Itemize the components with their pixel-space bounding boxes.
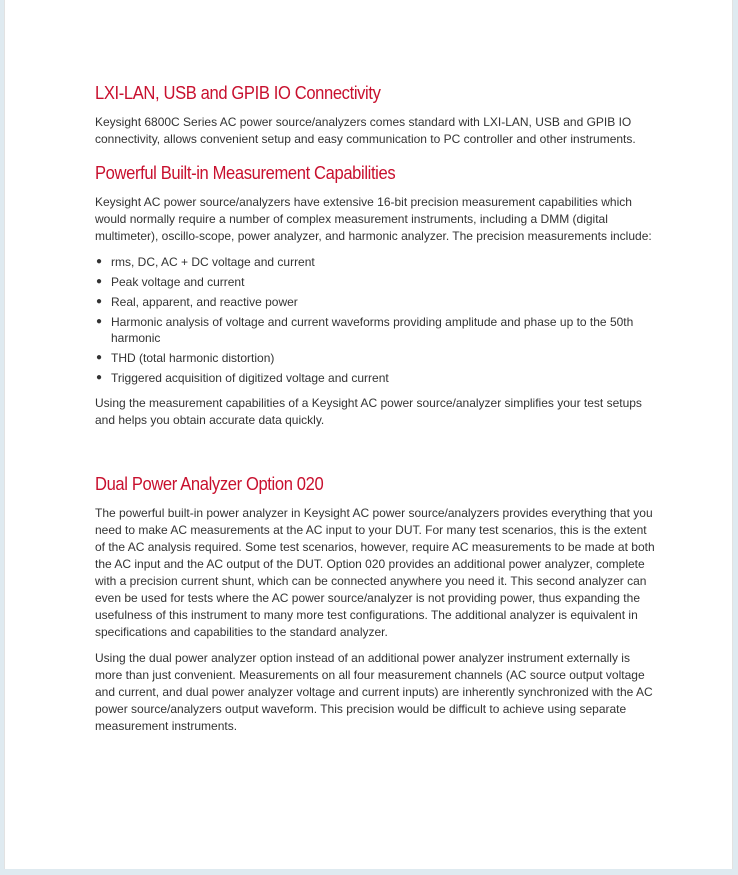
section-connectivity <box>95 82 655 148</box>
bullet-icon: ● <box>96 276 103 287</box>
section-heading: Dual Power Analyzer Option 020 <box>95 474 324 494</box>
viewer-background <box>0 869 738 875</box>
list-item <box>95 314 655 346</box>
section-outro-paragraph: Using the measurement capabilities of a Keysight AC power source/analyzer simplifies your test setups and helps you obtain accurate data quickly. <box>95 396 642 427</box>
list-item-text: Harmonic analysis of voltage and current waveforms providing amplitude and phase up to the 50th harmonic <box>111 315 634 345</box>
list-item <box>95 350 655 366</box>
list-item-text: Real, apparent, and reactive power <box>111 295 298 309</box>
list-item-text: Triggered acquisition of digitized voltage and current <box>111 371 389 385</box>
page-content <box>95 82 655 744</box>
list-item <box>95 254 655 270</box>
list-item <box>95 274 655 290</box>
section-measurement-capabilities <box>95 162 655 429</box>
list-item <box>95 370 655 386</box>
bullet-icon: ● <box>96 316 103 327</box>
list-item <box>95 294 655 310</box>
bullet-icon: ● <box>96 296 103 307</box>
document-page <box>4 0 733 869</box>
section-dual-power-analyzer <box>95 473 655 735</box>
list-item-text: THD (total harmonic distortion) <box>111 351 275 365</box>
bullet-icon: ● <box>96 352 103 363</box>
section-heading: LXI-LAN, USB and GPIB IO Connectivity <box>95 83 381 103</box>
bullet-icon: ● <box>96 256 103 267</box>
list-item-text: Peak voltage and current <box>111 275 245 289</box>
list-item-text: rms, DC, AC + DC voltage and current <box>111 255 315 269</box>
section-heading: Powerful Built-in Measurement Capabilities <box>95 163 396 183</box>
bullet-icon: ● <box>96 372 103 383</box>
section-intro-paragraph: Keysight AC power source/analyzers have extensive 16-bit precision measurement capabilities which would normally require a number of complex measurement instruments, including a DMM (digital multimeter), oscillo-scope, power analyzer, and harmonic analyzer. The precision measurements include: <box>95 195 652 243</box>
section-paragraph: The powerful built-in power analyzer in Keysight AC power source/analyzers provides everything that you need to make AC measurements at the AC input to your DUT. For many test scenarios, this is the extent of the AC analysis required. Some test scenarios, however, require AC measurements to be made at both the AC input and the AC output of the DUT. Option 020 provides an additional power analyzer, complete with a precision current shunt, which can be connected anywhere you need it. This second analyzer can even be used for tests where the AC power source/analyzer is not providing power, thus expanding the usefulness of this instrument to many more test configurations. The additional analyzer is equivalent in specifications and capabilities to the standard analyzer. <box>95 506 655 639</box>
section-paragraph: Keysight 6800C Series AC power source/analyzers comes standard with LXI-LAN, USB and GPIB IO connectivity, allows convenient setup and easy communication to PC controller and other instruments. <box>95 115 636 146</box>
section-paragraph: Using the dual power analyzer option instead of an additional power analyzer instrument externally is more than just convenient. Measurements on all four measurement channels (AC source output voltage and current, and dual power analyzer voltage and current inputs) are inherently synchronized with the AC power source/analyzers output waveform. This precision would be difficult to achieve using separate measurement instruments. <box>95 651 653 733</box>
measurement-bullet-list <box>95 254 655 386</box>
